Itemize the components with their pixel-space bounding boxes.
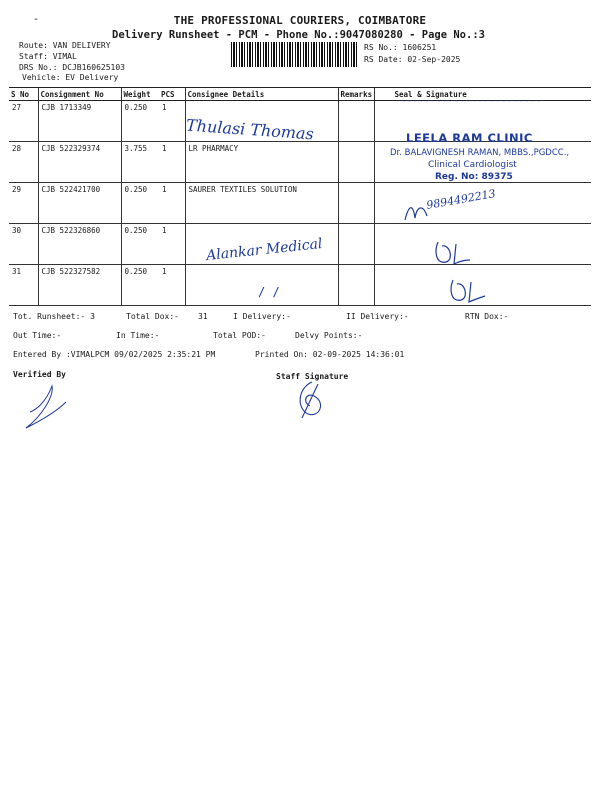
cell-pcs: 1 xyxy=(159,265,185,306)
out-time: Out Time:- xyxy=(13,331,62,340)
cell-weight: 3.755 xyxy=(121,142,159,183)
runsheet-subtitle: Delivery Runsheet - PCM - Phone No.:9047080280 - Page No.:3 xyxy=(112,29,485,41)
staff-signature-label: Staff Signature xyxy=(276,372,349,381)
stamp-doctor: Dr. BALAVIGNESH RAMAN, MBBS.,PGDCC., xyxy=(390,148,570,158)
col-weight: Weight xyxy=(121,88,159,101)
cell-pcs: 1 xyxy=(159,101,185,142)
handwritten-name-row27: Thulasi Thomas xyxy=(185,115,315,144)
col-seal: Seal & Signature xyxy=(374,88,591,101)
cell-remarks xyxy=(338,101,374,142)
total-dox-label: Total Dox:- xyxy=(126,312,179,321)
cell-sno: 30 xyxy=(9,224,38,265)
col-consignee: Consignee Details xyxy=(185,88,338,101)
stamp-reg: Reg. No: 89375 xyxy=(435,172,513,182)
cell-consignment: CJB 522421700 xyxy=(38,183,121,224)
printed-on: Printed On: 02-09-2025 14:36:01 xyxy=(255,350,405,359)
table-row xyxy=(9,265,591,306)
cell-consignment: CJB 522329374 xyxy=(38,142,121,183)
runsheet-table xyxy=(9,87,591,306)
cell-remarks xyxy=(338,224,374,265)
col-consignment: Consignment No xyxy=(38,88,121,101)
in-time: In Time:- xyxy=(116,331,160,340)
total-dox-value: 31 xyxy=(198,312,208,321)
cell-sno: 27 xyxy=(9,101,38,142)
cell-consignment: CJB 522326860 xyxy=(38,224,121,265)
stamp-title: Clinical Cardiologist xyxy=(428,160,517,170)
col-remarks: Remarks xyxy=(338,88,374,101)
staff-signature-mark xyxy=(292,378,332,423)
signature-row30 xyxy=(432,238,472,268)
staff-label: Staff: VIMAL xyxy=(19,52,77,61)
drs-number: DRS No.: DCJB160625103 xyxy=(19,63,125,72)
table-row xyxy=(9,183,591,224)
cell-sno: 31 xyxy=(9,265,38,306)
stamp-clinic-name: LEELA RAM CLINIC xyxy=(406,131,533,145)
cell-weight: 0.250 xyxy=(121,101,159,142)
cell-pcs: 1 xyxy=(159,142,185,183)
ii-delivery: II Delivery:- xyxy=(346,312,409,321)
signature-row31 xyxy=(447,276,487,306)
cell-consignment: CJB 1713349 xyxy=(38,101,121,142)
rs-date: RS Date: 02-Sep-2025 xyxy=(364,55,461,64)
verified-by-signature xyxy=(22,372,67,432)
entered-by: Entered By :VIMALPCM 09/02/2025 2:35:21 PM xyxy=(13,350,216,359)
handwritten-name-row30: Alankar Medical xyxy=(205,235,324,265)
cell-weight: 0.250 xyxy=(121,265,159,306)
verified-by-label: Verified By xyxy=(13,370,66,379)
cell-sno: 28 xyxy=(9,142,38,183)
header-dot: - xyxy=(33,14,40,25)
company-title: THE PROFESSIONAL COURIERS, COIMBATORE xyxy=(173,14,427,27)
barcode xyxy=(231,42,359,67)
cell-remarks xyxy=(338,183,374,224)
cell-consignee: SAURER TEXTILES SOLUTION xyxy=(185,183,338,224)
rtn-dox: RTN Dox:- xyxy=(465,312,509,321)
cell-weight: 0.250 xyxy=(121,183,159,224)
cell-pcs: 1 xyxy=(159,183,185,224)
vehicle-label: Vehicle: EV Delivery xyxy=(22,73,119,82)
handwritten-phone: 9894492213 xyxy=(425,187,497,212)
cell-consignment: CJB 522327582 xyxy=(38,265,121,306)
cell-remarks xyxy=(338,265,374,306)
delvy-points: Delvy Points:- xyxy=(295,331,363,340)
stamp-faded-top: ~~~~~~~~~~~~~~~~~~~~~~~~ xyxy=(400,97,541,105)
cell-weight: 0.250 xyxy=(121,224,159,265)
total-pod: Total POD:- xyxy=(213,331,266,340)
col-pcs: PCS xyxy=(159,88,185,101)
ditto-mark: / / xyxy=(258,285,280,299)
route-label: Route: VAN DELIVERY xyxy=(19,41,111,50)
tot-runsheet: Tot. Runsheet:- 3 xyxy=(13,312,95,321)
cell-consignee: LR PHARMACY xyxy=(185,142,338,183)
cell-remarks xyxy=(338,142,374,183)
cell-sno: 29 xyxy=(9,183,38,224)
rs-number: RS No.: 1606251 xyxy=(364,43,437,52)
col-sno: S No xyxy=(9,88,38,101)
cell-pcs: 1 xyxy=(159,224,185,265)
signature-row29 xyxy=(403,200,433,225)
i-delivery: I Delivery:- xyxy=(233,312,291,321)
cell-seal xyxy=(374,224,591,265)
